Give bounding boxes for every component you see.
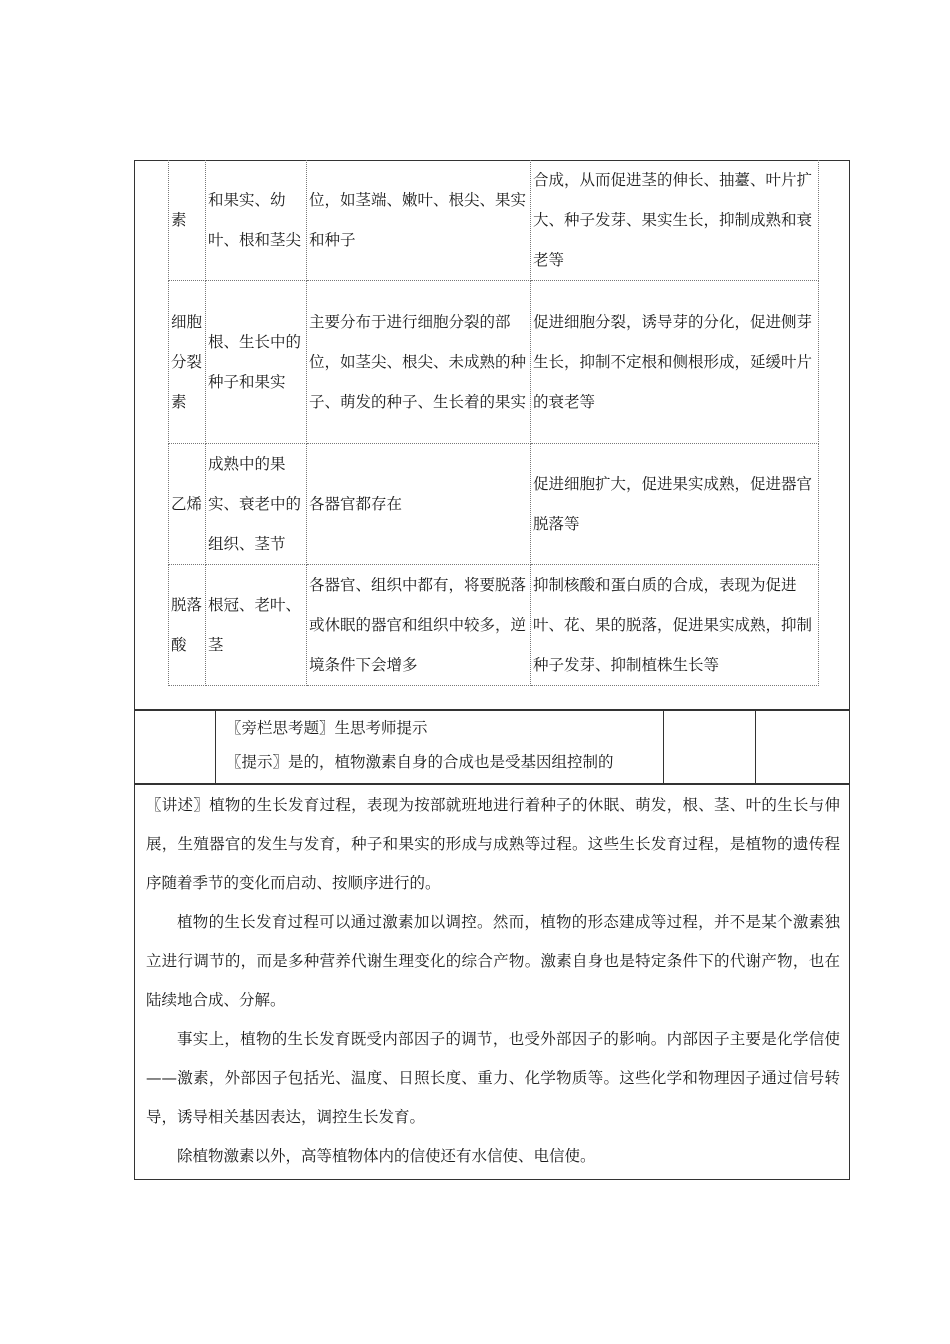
hormone-name: 脱落酸 xyxy=(169,565,206,686)
hormone-distribution: 各器官都存在 xyxy=(307,444,531,565)
hormone-location: 和果实、幼叶、根和茎尖 xyxy=(206,160,307,281)
lecture-paragraph: 事实上，植物的生长发育既受内部因子的调节，也受外部因子的影响。内部因子主要是化学信使——激素，外部因子包括光、温度、日照长度、重力、化学物质等。这些化学和物理因子通过信号转导，诱导相关基因表达，调控生长发育。 xyxy=(146,1030,840,1126)
hormone-name: 乙烯 xyxy=(169,444,206,565)
lecture-paragraph: 植物的生长发育过程可以通过激素加以调控。然而，植物的形态建成等过程，并不是某个激素独立进行调节的，而是多种营养代谢生理变化的综合产物。激素自身也是特定条件下的代谢产物，也在陆续地合成、分解。 xyxy=(146,913,840,1009)
hormone-function: 抑制核酸和蛋白质的合成，表现为促进叶、花、果的脱落，促进果实成熟，抑制种子发芽、抑制植株生长等 xyxy=(531,565,819,686)
lecture-paragraph: 〖讲述〗植物的生长发育过程，表现为按部就班地进行着种子的休眠、萌发，根、茎、叶的生长与伸展，生殖器官的发生与发育，种子和果实的形成与成熟等过程。这些生长发育过程，是植物的遗传程序随着季节的变化而启动、按顺序进行的。 xyxy=(146,796,840,892)
sidebar-question-title: 〖旁栏思考题〗生思考师提示 xyxy=(226,719,428,737)
hormone-location: 根、生长中的种子和果实 xyxy=(206,281,307,444)
hormone-location: 根冠、老叶、茎 xyxy=(206,565,307,686)
sidebar-question-hint: 〖提示〗是的，植物激素自身的合成也是受基因组控制的 xyxy=(226,753,614,771)
hormone-distribution: 各器官、组织中都有，将要脱落或休眠的器官和组织中较多，逆境条件下会增多 xyxy=(307,565,531,686)
table-row xyxy=(169,565,819,686)
lecture-paragraph: 除植物激素以外，高等植物体内的信使还有水信使、电信使。 xyxy=(177,1147,596,1165)
table-row xyxy=(169,444,819,565)
hormone-location: 成熟中的果实、衰老中的组织、茎节 xyxy=(206,444,307,565)
hormone-table xyxy=(168,160,819,686)
hormone-distribution: 位，如茎端、嫩叶、根尖、果实和种子 xyxy=(307,160,531,281)
hormone-name: 素 xyxy=(169,160,206,281)
hormone-name: 细胞分裂素 xyxy=(169,281,206,444)
table-row xyxy=(169,281,819,444)
column-divider xyxy=(215,710,216,784)
hormone-distribution: 主要分布于进行细胞分裂的部位，如茎尖、根尖、未成熟的种子、萌发的种子、生长着的果实 xyxy=(307,281,531,444)
hormone-function: 促进细胞分裂，诱导芽的分化，促进侧芽生长，抑制不定根和侧根形成，延缓叶片的衰老等 xyxy=(531,281,819,444)
hormone-function: 促进细胞扩大，促进果实成熟，促进器官脱落等 xyxy=(531,444,819,565)
column-divider xyxy=(663,710,664,784)
table-row xyxy=(169,160,819,281)
hormone-function: 合成，从而促进茎的伸长、抽薹、叶片扩大、种子发芽、果实生长，抑制成熟和衰老等 xyxy=(531,160,819,281)
column-divider xyxy=(755,710,756,784)
